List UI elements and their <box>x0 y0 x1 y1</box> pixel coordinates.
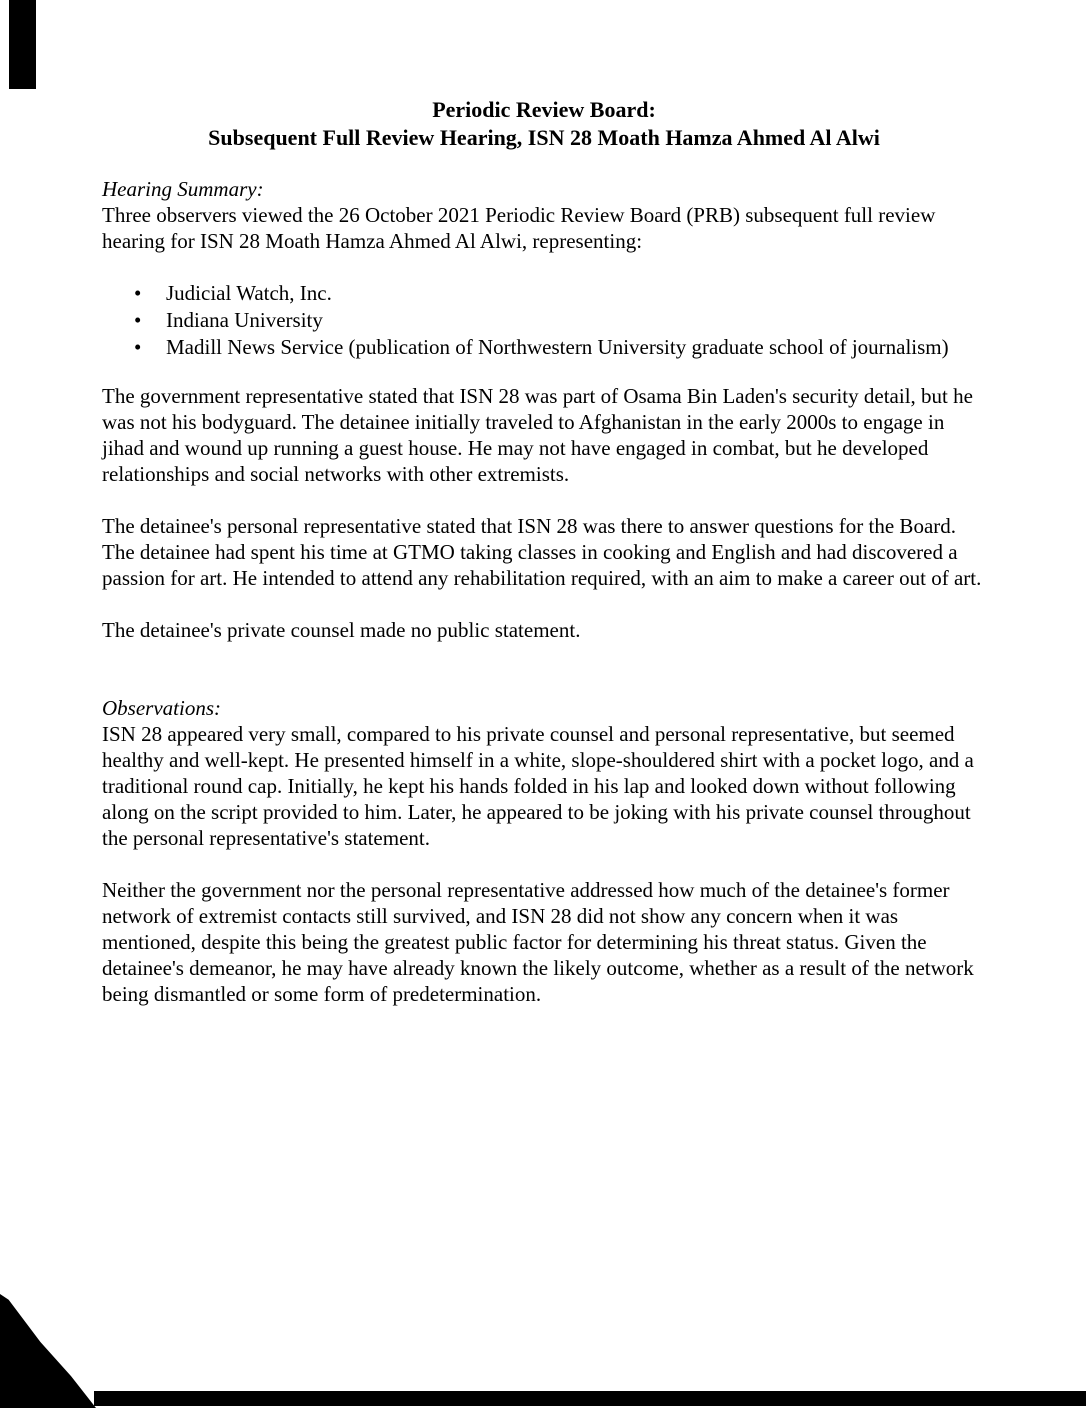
bullet-icon: • <box>134 308 142 332</box>
hearing-summary-section <box>102 176 986 643</box>
paragraph-personal-representative: The detainee's personal representative stated that ISN 28 was there to answer questions for the Board. The detainee had spent his time at GTMO taking classes in cooking and English and had discovered a passion for art. He intended to attend any rehabilitation required, with an aim to make a career out of art. <box>102 514 982 590</box>
list-item <box>102 334 986 361</box>
title-line-1: Periodic Review Board: <box>432 97 656 122</box>
hearing-summary-heading: Hearing Summary: <box>102 177 264 201</box>
hearing-summary-intro: Three observers viewed the 26 October 2021 Periodic Review Board (PRB) subsequent full review hearing for ISN 28 Moath Hamza Ahmed Al Alwi, representing: <box>102 203 936 253</box>
observer-name: Indiana University <box>166 308 323 332</box>
observations-heading: Observations: <box>102 696 221 720</box>
scan-artifact-top-left <box>9 0 36 89</box>
document-title <box>102 96 986 152</box>
paragraph-appearance: ISN 28 appeared very small, compared to his private counsel and personal representative, but seemed healthy and well-kept. He presented himself in a white, slope-shouldered shirt with a pocket logo, and a traditional round cap. Initially, he kept his hands folded in his lap and looked down without following along on the script provided to him. Later, he appeared to be joking with his private counsel throughout the personal representative's statement. <box>102 722 974 850</box>
observer-name: Judicial Watch, Inc. <box>166 281 332 305</box>
list-item <box>102 280 986 307</box>
bullet-icon: • <box>134 335 142 359</box>
scan-artifact-bottom-left <box>0 1294 96 1408</box>
observations-section <box>102 695 986 1007</box>
title-line-2: Subsequent Full Review Hearing, ISN 28 Moath Hamza Ahmed Al Alwi <box>208 125 880 150</box>
list-item <box>102 307 986 334</box>
bullet-icon: • <box>134 281 142 305</box>
scan-artifact-bottom-edge <box>94 1391 1086 1406</box>
paragraph-network: Neither the government nor the personal representative addressed how much of the detainee's former network of extremist contacts still survived, and ISN 28 did not show any concern when it was mentioned, despite this being the greatest public factor for determining his threat status. Given the detainee's demeanor, he may have already known the likely outcome, whether as a result of the network being dismantled or some form of predetermination. <box>102 878 974 1006</box>
paragraph-private-counsel: The detainee's private counsel made no public statement. <box>102 618 581 642</box>
paragraph-government-representative: The government representative stated that ISN 28 was part of Osama Bin Laden's security detail, but he was not his bodyguard. The detainee initially traveled to Afghanistan in the early 2000s to engage in jihad and wound up running a guest house. He may not have engaged in combat, but he developed relationships and social networks with other extremists. <box>102 384 973 486</box>
observer-list <box>102 280 986 361</box>
observer-name: Madill News Service (publication of Northwestern University graduate school of journalism) <box>166 335 949 359</box>
